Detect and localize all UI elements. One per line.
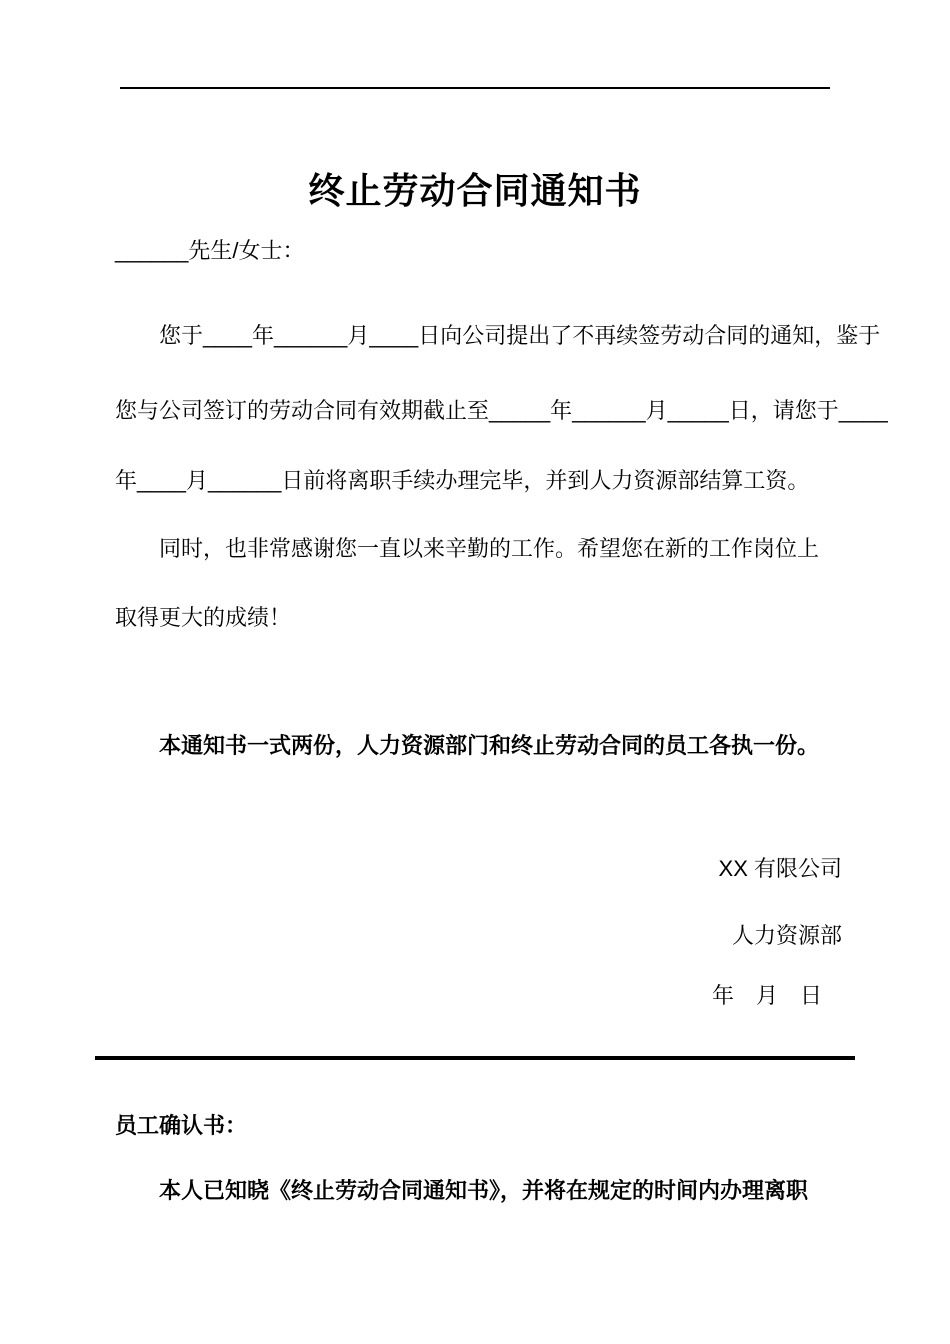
section-divider-rule [95,1056,855,1060]
paragraph1-line3: 年____月______日前将离职手续办理完毕，并到人力资源部结算工资。 [115,468,810,493]
header-rule [120,87,830,89]
signature-date: 年 月 日 [711,983,822,1008]
signature-company: XX 有限公司 [718,856,842,881]
salutation-line: ______先生/女士： [115,238,305,263]
paragraph2-line2: 取得更大的成绩！ [115,605,292,630]
paragraph2-line1: 同时，也非常感谢您一直以来辛勤的工作。希望您在新的工作岗位上 [159,536,820,561]
copies-note: 本通知书一式两份，人力资源部门和终止劳动合同的员工各执一份。 [159,733,820,758]
confirmation-heading: 员工确认书： [115,1113,248,1138]
document-title: 终止劳动合同通知书 [308,170,642,211]
signature-department: 人力资源部 [731,923,842,948]
paragraph1-line2: 您与公司签订的劳动合同有效期截止至_____年______月_____日，请您于____ [115,398,888,423]
paragraph1-line1: 您于____年______月____日向公司提出了不再续签劳动合同的通知，鉴于 [159,323,881,348]
confirmation-body: 本人已知晓《终止劳动合同通知书》，并将在规定的时间内办理离职 [159,1178,809,1203]
